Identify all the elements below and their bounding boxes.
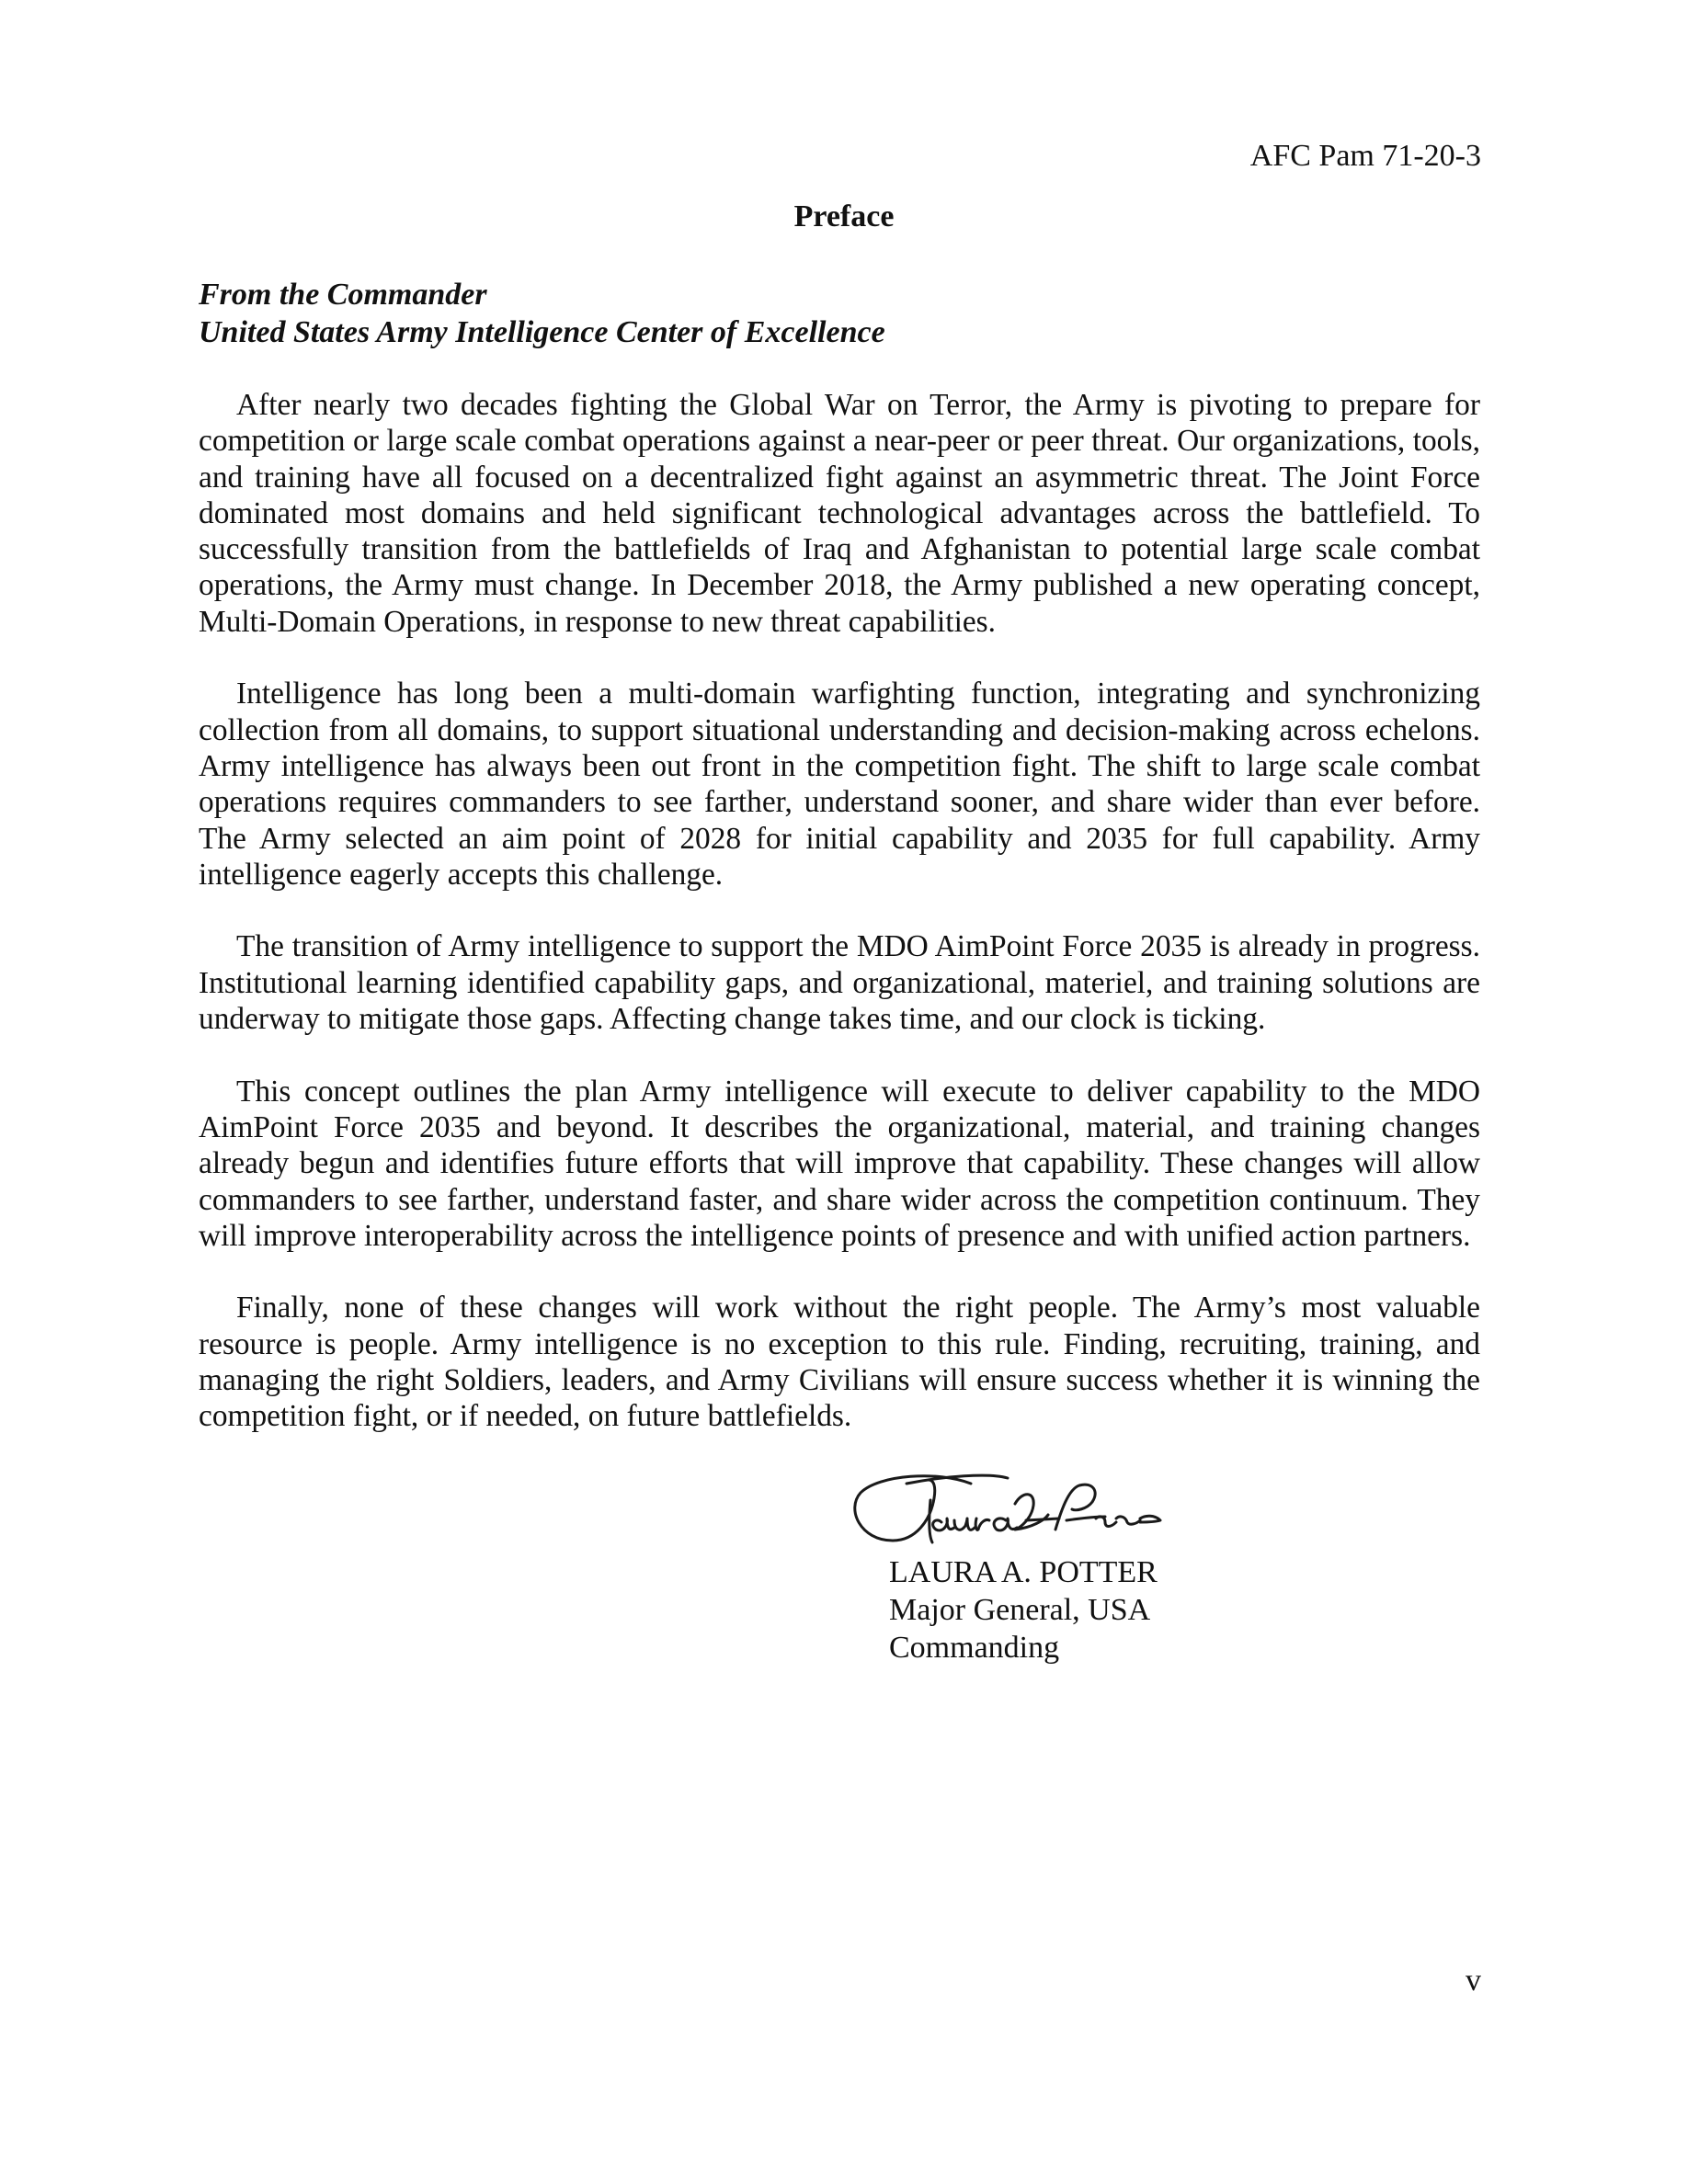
from-line-organization: United States Army Intelligence Center of Excellence: [199, 315, 885, 349]
document-id: AFC Pam 71-20-3: [1249, 139, 1481, 173]
paragraph-2: Intelligence has long been a multi-domain warfighting function, integrating and synchronizing collection from all domains, to support situational understanding and decision-making across echelons. Army intelligence has always been out front in the competition fight. The shift to large scale combat operations requires commanders to see farther, understand sooner, and share wider than ever before. The Army selected an aim point of 2028 for initial capability and 2035 for full capability. Army intelligence eagerly accepts this challenge.: [199, 677, 1480, 892]
page-title: Preface: [793, 199, 895, 233]
handwritten-signature: [851, 1463, 1193, 1563]
page-number: v: [1466, 1963, 1481, 1997]
signatory-name: LAURA A. POTTER: [889, 1555, 1158, 1589]
paragraph-1: After nearly two decades fighting the Global War on Terror, the Army is pivoting to prepare for competition or large scale combat operations against a near-peer or peer threat. Our organizations, tools, and training have all focused on a decentralized fight against an asymmetric threat. The Joint Force dominated most domains and held significant technological advantages across the battlefield. To successfully transition from the battlefields of Iraq and Afghanistan to potential large scale combat operations, the Army must change. In December 2018, the Army published a new operating concept, Multi-Domain Operations, in response to new threat capabilities.: [199, 388, 1480, 639]
paragraph-4: This concept outlines the plan Army intelligence will execute to deliver capability to the MDO AimPoint Force 2035 and beyond. It describes the organizational, material, and training changes already begun and identifies future efforts that will improve that capability. These changes will allow commanders to see farther, understand faster, and share wider across the competition continuum. They will improve interoperability across the intelligence points of presence and with unified action partners.: [199, 1074, 1480, 1253]
body-text: [199, 387, 1480, 1471]
paragraph-5: Finally, none of these changes will work without the right people. The Army’s most valuable resource is people. Army intelligence is no exception to this rule. Finding, recruiting, training, and managing the right Soldiers, leaders, and Army Civilians will ensure success whether it is winning the competition fight, or if needed, on future battlefields.: [199, 1291, 1480, 1434]
signature-block: [889, 1553, 1158, 1666]
signatory-rank: Major General, USA: [889, 1593, 1151, 1627]
signatory-role: Commanding: [889, 1631, 1060, 1665]
from-block: [199, 276, 885, 351]
paragraph-3: The transition of Army intelligence to support the MDO AimPoint Force 2035 is already in progress. Institutional learning identified capability gaps, and organizational, materiel, and training solutions are underway to mitigate those gaps. Affecting change takes time, and our clock is ticking.: [199, 929, 1480, 1037]
from-line-commander: From the Commander: [199, 278, 487, 312]
